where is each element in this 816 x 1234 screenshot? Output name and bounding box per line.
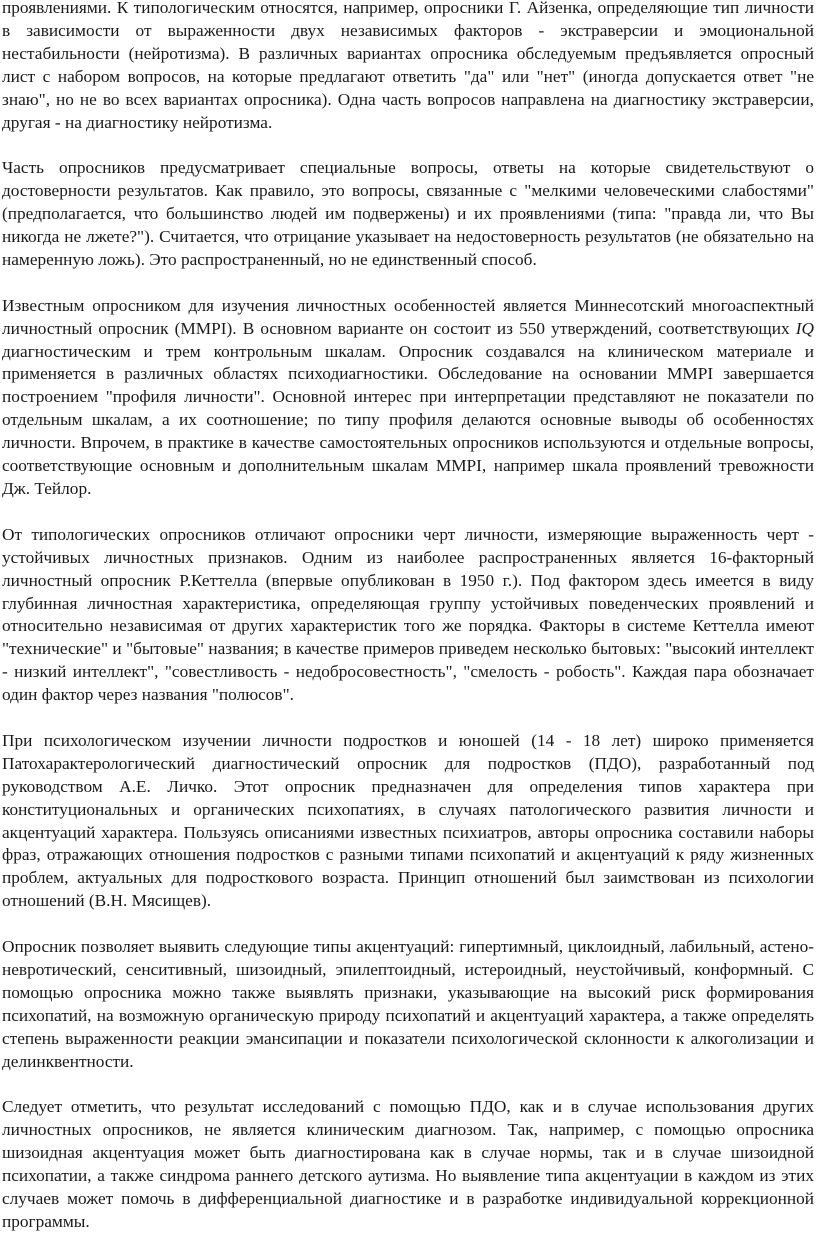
paragraph-gap	[2, 134, 814, 157]
paragraph-mmpi-text-end: диагностическим и трем контрольным шкалам. Опросник создавался на клиническом материале и применяется в различных областях психодиагностики. Обследование на основании MMPI завершается построением "профиля личности". Основной интерес при интерпретации представляют не показатели по отдельным шкалам, а их соотношение; по типу профиля делаются основные выводы об особенностях личности. Впрочем, в практике в качестве самостоятельных опросников используются и отдельные вопросы, соответствующие основным и дополнительным шкалам MMPI, например шкала проявлений тревожности Дж. Тейлор.	[2, 341, 814, 498]
paragraph-pdo-diagnosis-note: Следует отметить, что результат исследований с помощью ПДО, как и в случае использования других личностных опросников, не является клиническим диагнозом. Так, например, с помощью опросника шизоидная акцентуация может быть диагностирована как в случае нормы, так и в случае шизоидной психопатии, а также синдрома раннего детского аутизма. Но выявление типа акцентуации в каждом из этих случаев может помочь в дифференциальной диагностике и в разработке индивидуальной коррекционной программы.	[2, 1097, 814, 1231]
paragraph-mmpi	[2, 295, 814, 501]
paragraph-eysenck-questionnaires: проявлениями. К типологическим относятся, например, опросники Г. Айзенка, определяющие тип личности в зависимости от выраженности двух независимых факторов - экстраверсии и эмоциональной нестабильности (нейротизма). В различных вариантах опросника обследуемым предъявляется опросный лист с набором вопросов, на которые предлагают ответить "да" или "нет" (иногда допускается ответ "не знаю", но не во всех вариантах опросника). Одна часть вопросов направлена на диагностику экстраверсии, другая - на диагностику нейротизма.	[2, 0, 814, 132]
paragraph-cattell-16pf: От типологических опросников отличают опросники черт личности, измеряющие выраженность черт - устойчивых личностных признаков. Одним из наиболее распространенных является 16-факторный личностный опросник Р.Кеттелла (впервые опубликован в 1950 г.). Под фактором здесь имеется в виду глубинная личностная характеристика, определяющая группу устойчивых поведенческих проявлений и относительно независимая от других характеристик того же порядка. Факторы в системе Кеттелла имеют "технические" и "бытовые" названия; в качестве примеров приведем несколько бытовых: "высокий интеллект - низкий интеллект", "совестливость - недобросовестность", "смелость - робость". Каждая пара обозначает один фактор через названия "полюсов".	[2, 524, 814, 705]
paragraph-gap	[2, 707, 814, 730]
paragraph-pdo-lichko: При психологическом изучении личности подростков и юношей (14 - 18 лет) широко применяется Патохарактерологический диагностический опросник для подростков (ПДО), разработанный под руководством А.Е. Личко. Этот опросник предназначен для определения типов характера при конституциональных и органических психопатиях, в случаях патологического развития личности и акцентуаций характера. Пользуясь описаниями известных психиатров, авторы опросника составили наборы фраз, отражающих отношения подростков с разными типами психопатий и акцентуаций к ряду жизненных проблем, актуальных для подросткового возраста. Принцип отношений был заимствован из психологии отношений (В.Н. Мясищев).	[2, 730, 814, 911]
paragraph-gap	[2, 272, 814, 295]
paragraph-mmpi-text-start: Известным опросником для изучения личностных особенностей является Миннесотский многоаспектный личностный опросник (MMPI). В основном варианте он состоит из 550 утверждений, соответствующих	[2, 295, 814, 338]
paragraph-gap	[2, 501, 814, 524]
paragraph-gap	[2, 1074, 814, 1097]
paragraph-accentuation-types: Опросник позволяет выявить следующие типы акцентуаций: гипертимный, циклоидный, лабильный, астено-невротический, сенситивный, шизоидный, эпилептоидный, истероидный, неустойчивый, конформный. С помощью опросника можно также выявлять признаки, указывающие на высокий риск формирования психопатий, на возможную органическую природу психопатий и акцентуаций характера, а также определять степень выраженности реакции эмансипации и показатели психологической склонности к алкоголизации и делинквентности.	[2, 937, 814, 1071]
iq-italic-term: IQ	[795, 318, 814, 338]
paragraph-validity-questions: Часть опросников предусматривает специальные вопросы, ответы на которые свидетельствуют о достоверности результатов. Как правило, это вопросы, связанные с "мелкими человеческими слабостями" (предполагается, что большинство людей им подвержены) и их проявлениями (типа: "правда ли, что Вы никогда не лжете?"). Считается, что отрицание указывает на недостоверность результатов (не обязательно на намеренную ложь). Это распространенный, но не единственный способ.	[2, 158, 814, 269]
paragraph-gap	[2, 913, 814, 936]
